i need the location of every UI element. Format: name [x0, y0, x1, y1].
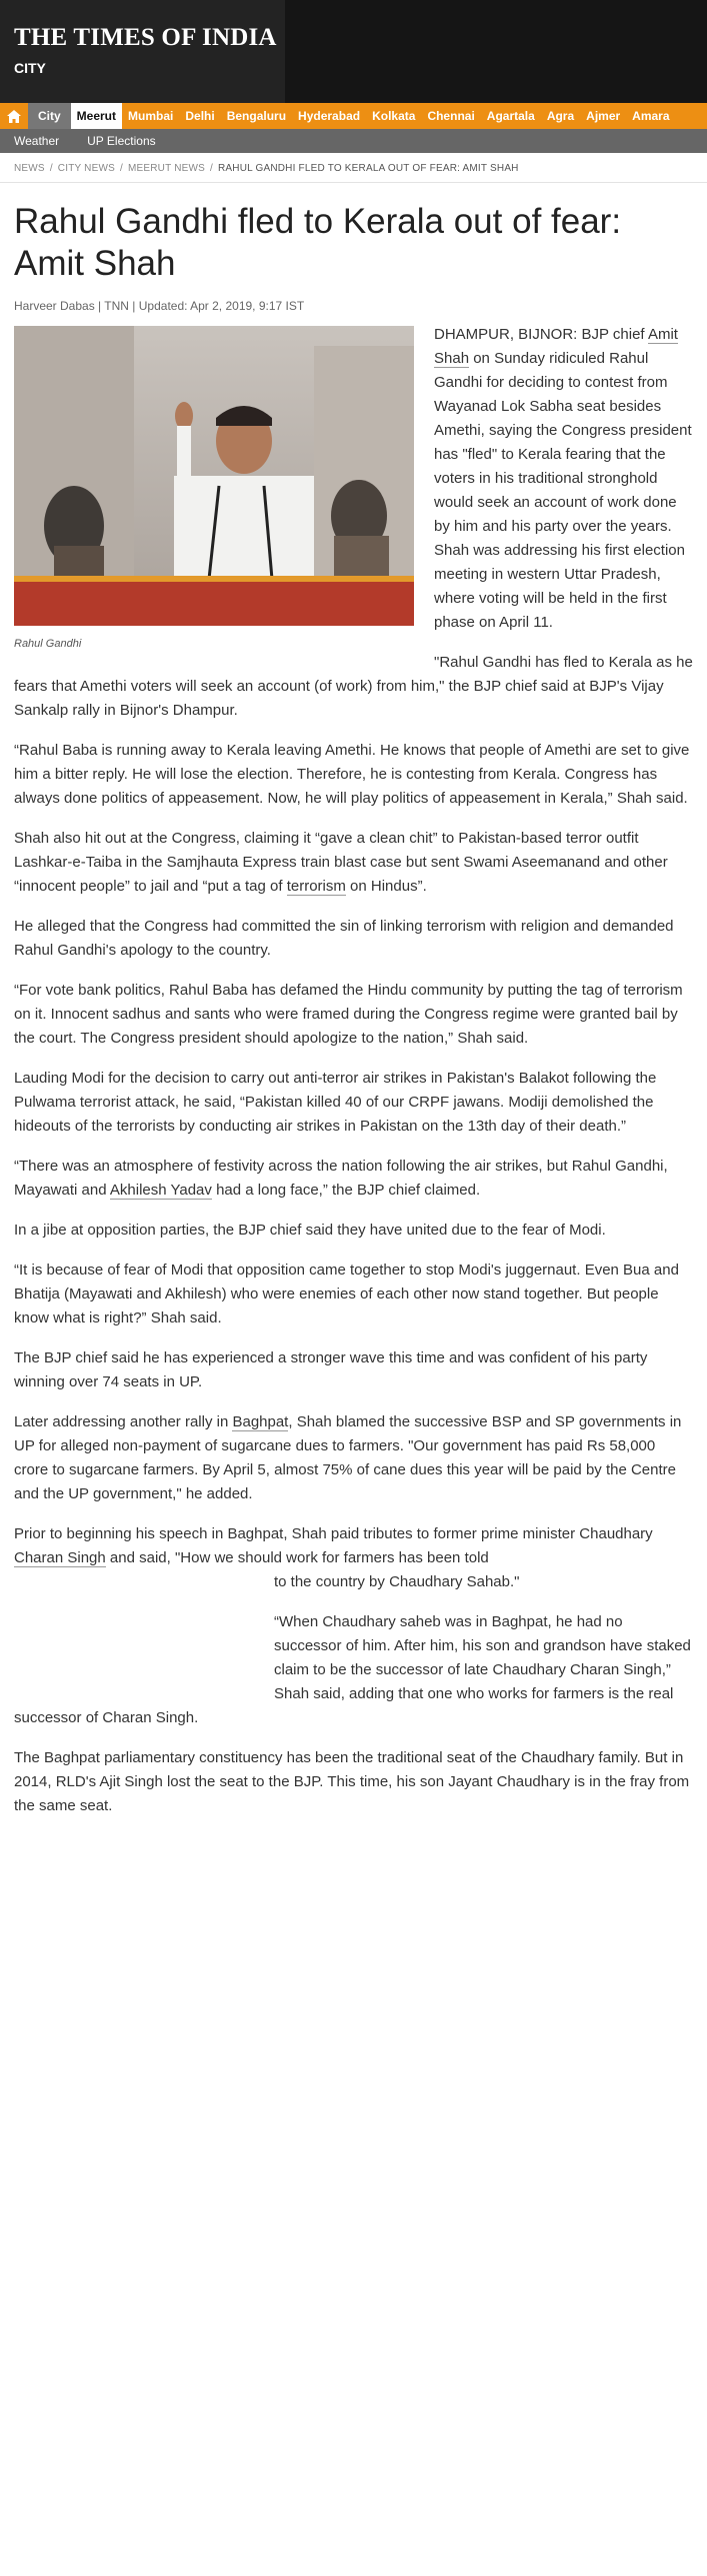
paragraph-2: "Rahul Gandhi has fled to Kerala as he fears that Amethi voters will seek an account (of work) from him," the BJP chief said at BJP's Vijay Sankalp rally in Bijnor's Dhampur.: [14, 654, 693, 719]
nav-item-hyderabad[interactable]: Hyderabad: [298, 109, 361, 123]
city-nav: [0, 103, 707, 129]
link-amit-shah[interactable]: Amit Shah: [434, 326, 678, 367]
author-name[interactable]: Harveer Dabas: [14, 299, 95, 313]
paragraph-5: He alleged that the Congress had committed the sin of linking terrorism with religion and demanded Rahul Gandhi's apology to the country.: [14, 918, 674, 959]
paragraph-15: The Baghpat parliamentary constituency has been the traditional seat of the Chaudhary family. But in 2014, RLD's Ajit Singh lost the seat to the BJP. This time, his son Jayant Chaudhary is in the fray from the same seat.: [14, 1749, 690, 1814]
paragraph-13: [14, 1522, 693, 1594]
nav-item-city[interactable]: City: [28, 103, 71, 129]
text: “When Chaudhary saheb was in Baghpat, he had no successor of him. After him, his son and grandson have staked claim to be the successor of late Chaudhary Charan Singh,” Shah said, adding that one who works for farmers is the real: [274, 1613, 691, 1702]
sub-nav-up-elections[interactable]: UP Elections: [87, 134, 156, 148]
link-baghpat[interactable]: Baghpat: [232, 1413, 289, 1430]
paragraph-12: [14, 1410, 693, 1506]
text: to the country by Chaudhary Sahab.": [274, 1573, 520, 1590]
nav-item-mumbai[interactable]: Mumbai: [128, 109, 174, 123]
link-terrorism[interactable]: terrorism: [286, 878, 346, 895]
nav-item-delhi[interactable]: Delhi: [185, 109, 215, 123]
section-title[interactable]: CITY: [14, 60, 46, 76]
text: on Sunday ridiculed Rahul Gandhi for deciding to contest from Wayanad Lok Sabha seat besides Amethi, saying the Congress president has "fled" to Kerala fearing that the voters in his traditional stronghold would seek an account of work done by him and his party over the years. Shah was addressing his first election meeting in western Uttar Pradesh, where voting will be held in the first phase on April 11.: [434, 350, 692, 631]
breadcrumb-separator: /: [119, 163, 123, 174]
text: Shah also hit out at the Congress, claiming it “gave a clean chit” to Pakistan-based terror outfit Lashkar-e-Taiba in the Samjhauta Express train blast case but sent Swami Aseemanand and other “innocent people” to jail and “put a tag of: [14, 830, 668, 895]
text: Prior to beginning his speech in Baghpat, Shah paid tributes to former prime minister Chaudhary: [14, 1525, 653, 1542]
nav-item-chennai[interactable]: Chennai: [427, 109, 475, 123]
nav-item-bengaluru[interactable]: Bengaluru: [226, 109, 287, 123]
text: and said, "How we should work for farmers has been told: [105, 1549, 489, 1566]
text: “There was an atmosphere of festivity across the nation following the air strikes, but Rahul Gandhi, Mayawati and: [14, 1158, 668, 1199]
sub-nav: [0, 129, 707, 153]
site-logo[interactable]: THE TIMES OF INDIA: [14, 24, 277, 51]
sub-nav-weather[interactable]: Weather: [14, 134, 60, 148]
paragraph-9: In a jibe at opposition parties, the BJP chief said they have united due to the fear of Modi.: [14, 1222, 606, 1239]
article-photo[interactable]: [14, 326, 414, 626]
updated-time: Updated: Apr 2, 2019, 9:17 IST: [138, 299, 305, 313]
breadcrumb-city-news[interactable]: CITY NEWS: [57, 163, 115, 174]
nav-item-kolkata[interactable]: Kolkata: [372, 109, 416, 123]
text: Later addressing another rally in: [14, 1413, 233, 1430]
paragraph-11: The BJP chief said he has experienced a stronger wave this time and was confident of his party winning over 74 seats in UP.: [14, 1349, 648, 1390]
nav-item-amaravati[interactable]: Amara: [632, 109, 670, 123]
text: had a long face,” the BJP chief claimed.: [211, 1182, 481, 1199]
paragraph-6: “For vote bank politics, Rahul Baba has defamed the Hindu community by putting the tag of terrorism on it. Innocent sadhus and sants who were framed during the Congress regime were granted bail by the court. The Congress president should apologize to the nation,” Shah said.: [14, 982, 683, 1047]
breadcrumb-news[interactable]: NEWS: [14, 163, 45, 174]
nav-item-meerut[interactable]: Meerut: [71, 103, 122, 129]
paragraph-10: “It is because of fear of Modi that opposition came together to stop Modi's juggernaut. Even Bua and Bhatija (Mayawati and Akhilesh) who were enemies of each other now stand together. But people know what is right?” Shah said.: [14, 1262, 679, 1326]
paragraph-14: [14, 1610, 693, 1730]
breadcrumb: [0, 153, 707, 183]
article-figure: [14, 326, 414, 656]
nav-item-agartala[interactable]: Agartala: [486, 109, 535, 123]
link-charan-singh[interactable]: Charan Singh: [14, 1549, 106, 1566]
breadcrumb-current: RAHUL GANDHI FLED TO KERALA OUT OF FEAR: AMIT SHAH: [217, 163, 519, 174]
breadcrumb-separator: /: [210, 163, 213, 174]
spacer: [14, 1594, 693, 1610]
article-title: Rahul Gandhi fled to Kerala out of fear: Amit Shah: [14, 202, 622, 283]
paragraph-8: [14, 1155, 693, 1203]
masthead: [0, 0, 707, 103]
breadcrumb-separator: /: [49, 163, 53, 174]
article-body: [0, 323, 707, 1818]
nav-item-agra[interactable]: Agra: [546, 109, 575, 123]
text: DHAMPUR, BIJNOR: BJP chief: [434, 326, 648, 343]
byline: Harveer Dabas | TNN | Updated: Apr 2, 2019, 9:17 IST: [14, 299, 305, 313]
breadcrumb-meerut-news[interactable]: MEERUT NEWS: [127, 163, 205, 174]
paragraph-3: “Rahul Baba is running away to Kerala leaving Amethi. He knows that people of Amethi are set to give him a bitter reply. He will lose the election. Therefore, he is contesting from Kerala. Congress has always done politics of appeasement. Now, he will play politics of appeasement in Kerala,” Shah said.: [14, 742, 690, 807]
link-akhilesh-yadav[interactable]: Akhilesh Yadav: [109, 1182, 212, 1199]
text: , Shah blamed the successive BSP and SP governments in UP for alleged non-payment of sugarcane dues to farmers. "Our government has paid Rs 58,000 crore to sugarcane farmers. By April 5, almost 75% of cane dues this year will be paid by the Centre and the UP government," he added.: [14, 1413, 682, 1502]
image-caption: Rahul Gandhi: [14, 638, 82, 650]
text: successor of Charan Singh.: [14, 1709, 199, 1726]
brand-block[interactable]: [0, 0, 285, 103]
home-icon[interactable]: [0, 103, 28, 129]
nav-item-ajmer[interactable]: Ajmer: [586, 109, 621, 123]
text: on Hindus”.: [345, 878, 427, 895]
agency: TNN: [104, 299, 129, 313]
paragraph-4: [14, 827, 693, 899]
paragraph-7: Lauding Modi for the decision to carry out anti-terror air strikes in Pakistan's Balakot following the Pulwama terrorist attack, he said, “Pakistan killed 40 of our CRPF jawans. Modiji demolished the hideouts of the terrorists by conducting air strikes in Pakistan on the 13th day of their death.”: [14, 1070, 657, 1135]
